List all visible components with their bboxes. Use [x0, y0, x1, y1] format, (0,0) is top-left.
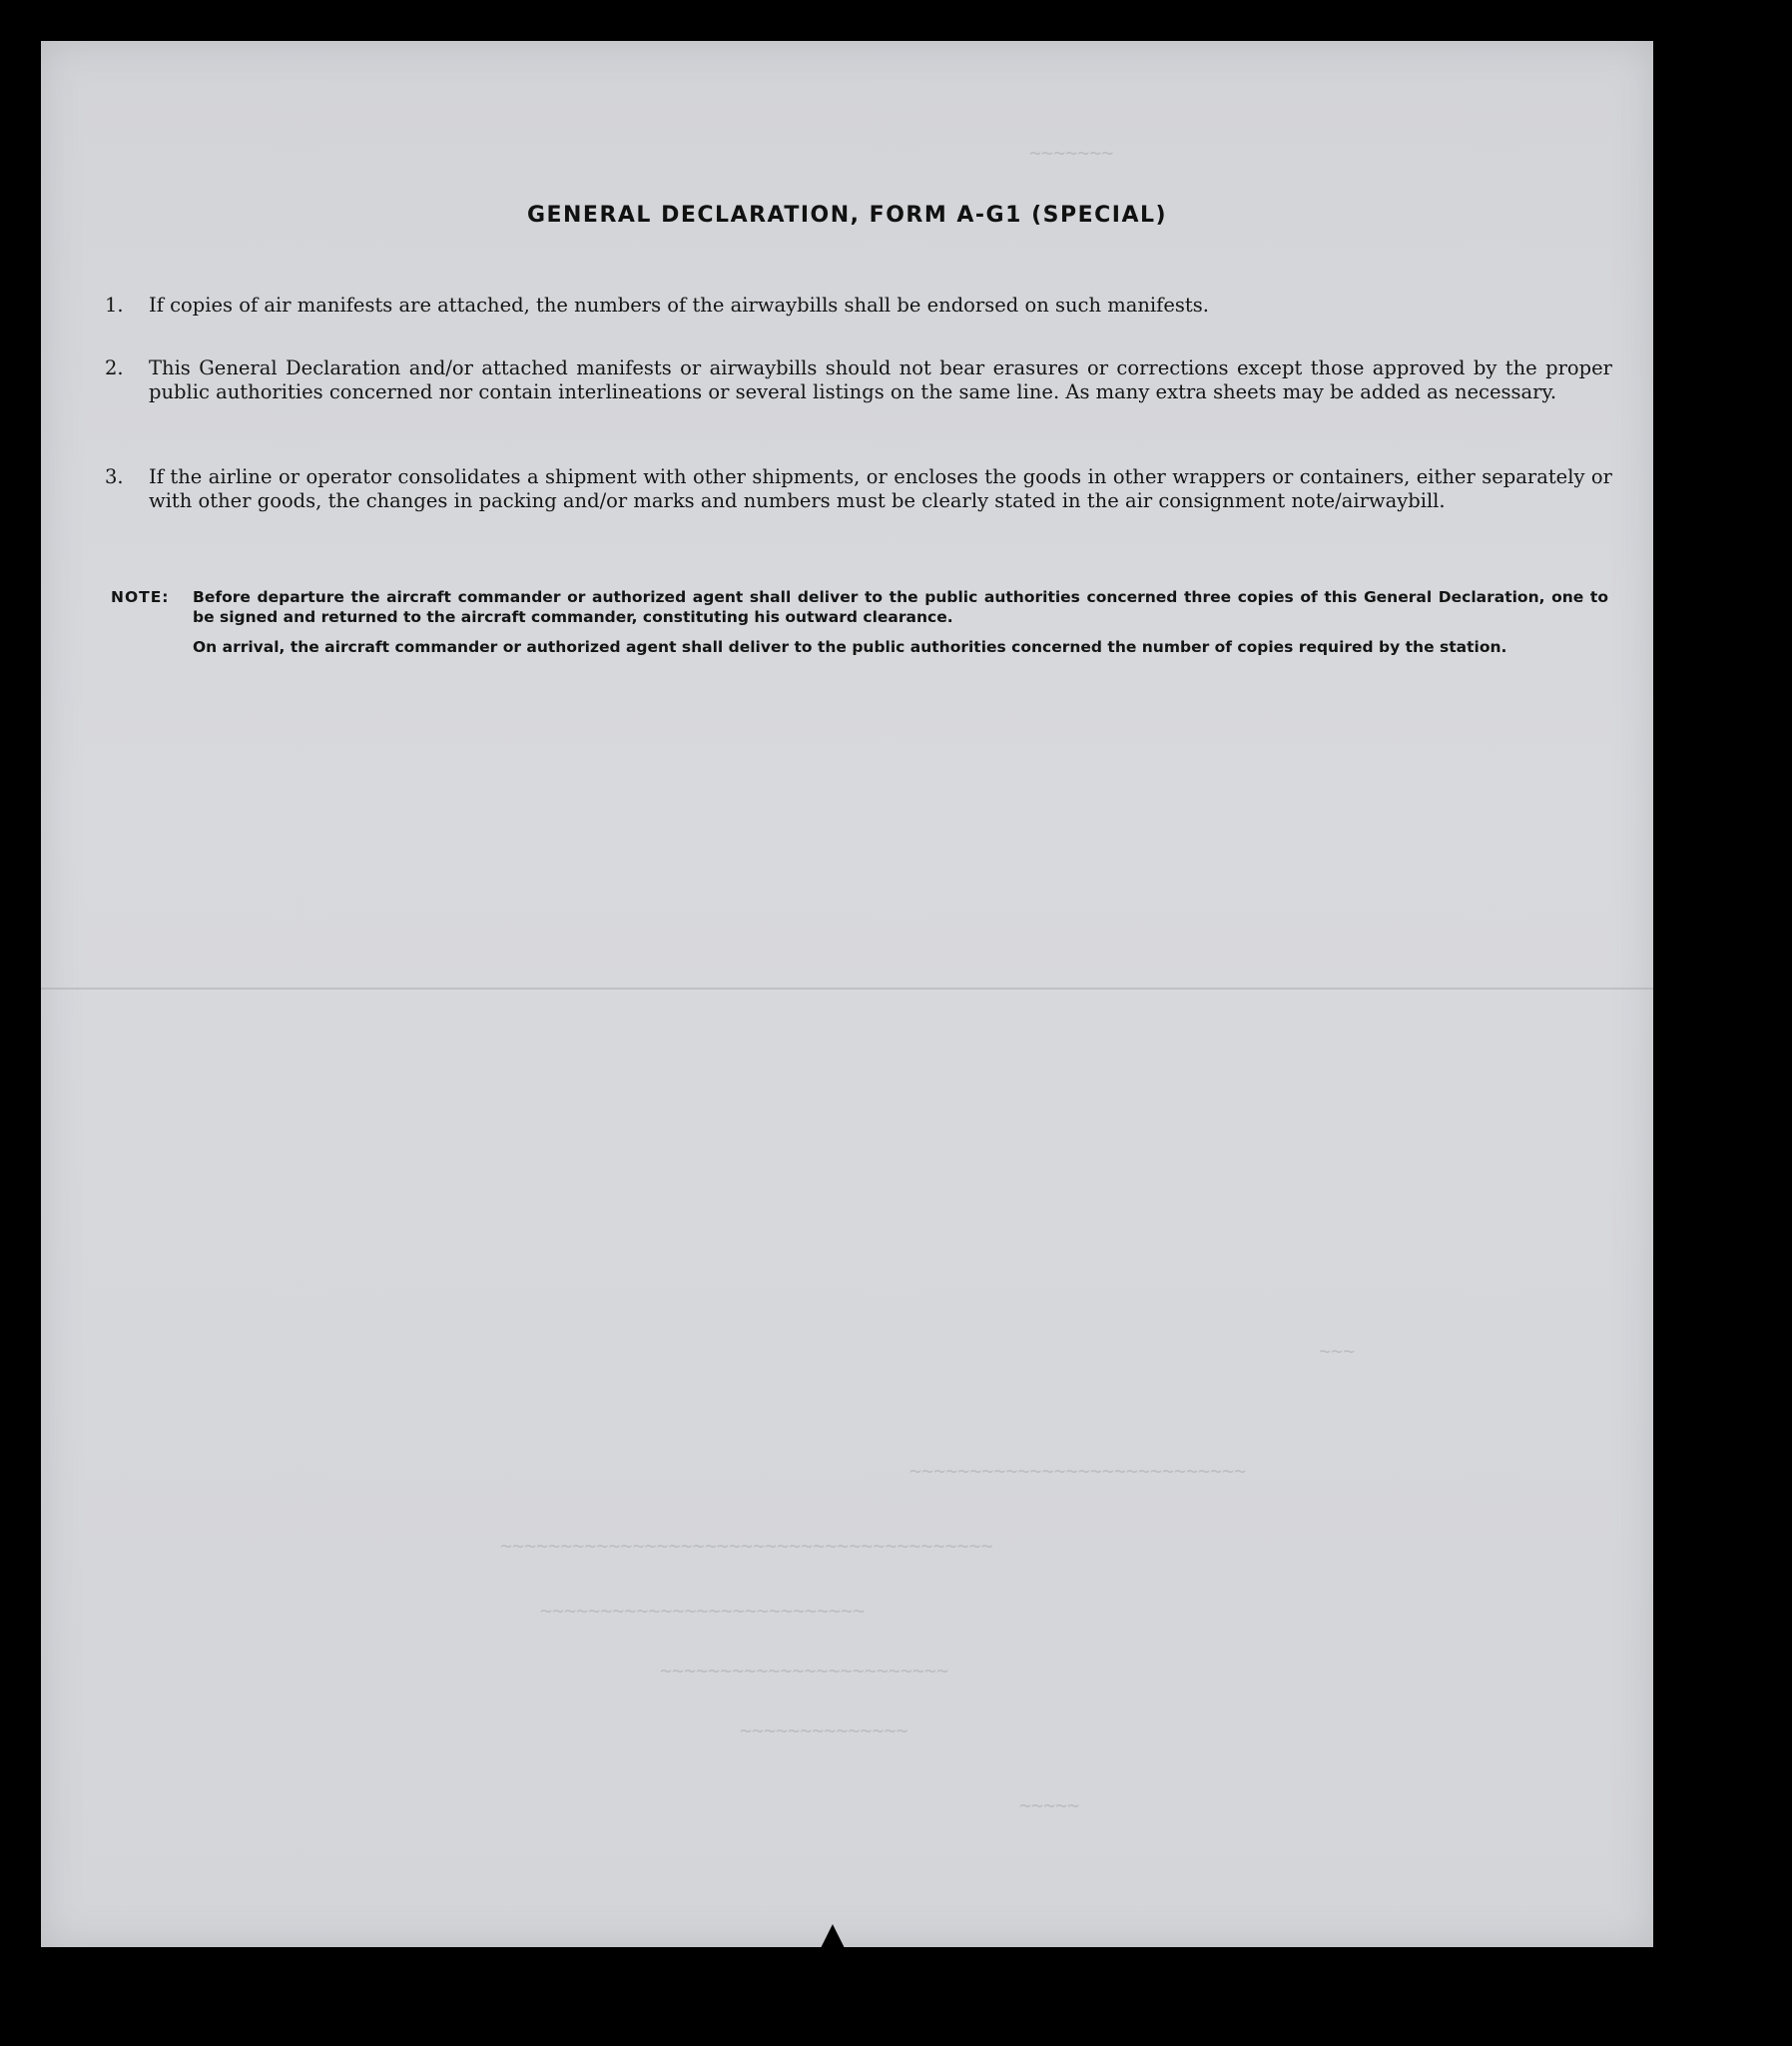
fold-line — [41, 988, 1653, 990]
item-text: This General Declaration and/or attached manifests or airwaybills should not bear erasures or corrections except those approved by the proper public authorities concerned nor contain interlineations or several listings on the same line. As many extra sheets may be added as necessary. — [149, 356, 1612, 403]
bleed-through-mark: ~~~~~~~~~~~~~~ — [740, 1718, 908, 1742]
note-label: NOTE: — [111, 588, 170, 606]
instruction-item-1 — [105, 294, 1612, 318]
item-number: 3. — [105, 465, 124, 488]
item-text: If the airline or operator consolidates a shipment with other shipments, or encloses the goods in other wrappers or containers, either separately or with other goods, the changes in packing and/or marks and numbers must be clearly stated in the air consignment note/airwaybill. — [149, 465, 1612, 512]
paper-tear-notch — [820, 1924, 846, 1950]
instruction-item-2 — [105, 356, 1612, 404]
bleed-through-mark: ~~~~~~~~~~~~~~~~~~~~~~~~ — [660, 1659, 948, 1683]
bleed-through-mark: ~~~~~ — [1019, 1793, 1080, 1817]
bleed-through-mark: ~~~~~~~ — [1029, 141, 1114, 165]
bleed-through-mark: ~~~~~~~~~~~~~~~~~~~~~~~~~~~~~~~~~~~~~~~~~ — [500, 1534, 993, 1558]
paper-sheet — [41, 41, 1653, 1947]
form-title: GENERAL DECLARATION, FORM A-G1 (SPECIAL) — [526, 203, 1168, 228]
note-block — [111, 587, 1608, 667]
instruction-item-3 — [105, 465, 1612, 513]
item-text: If copies of air manifests are attached, the numbers of the airwaybills shall be endorsed on such manifests. — [149, 294, 1209, 317]
note-body — [193, 587, 1608, 667]
note-paragraph: Before departure the aircraft commander or authorized agent shall deliver to the public authorities concerned three copies of this General Declaration, one to be signed and returned to the aircraft commander, constituting his outward clearance. — [193, 588, 1608, 626]
item-number: 1. — [105, 294, 124, 317]
bleed-through-mark: ~~~ — [1319, 1339, 1356, 1363]
item-number: 2. — [105, 356, 124, 379]
bleed-through-mark: ~~~~~~~~~~~~~~~~~~~~~~~~~~~ — [540, 1599, 866, 1623]
bleed-through-mark: ~~~~~~~~~~~~~~~~~~~~~~~~~~~~ — [909, 1459, 1247, 1483]
note-paragraph: On arrival, the aircraft commander or authorized agent shall deliver to the public authorities concerned the number of copies required by the station. — [193, 638, 1507, 656]
